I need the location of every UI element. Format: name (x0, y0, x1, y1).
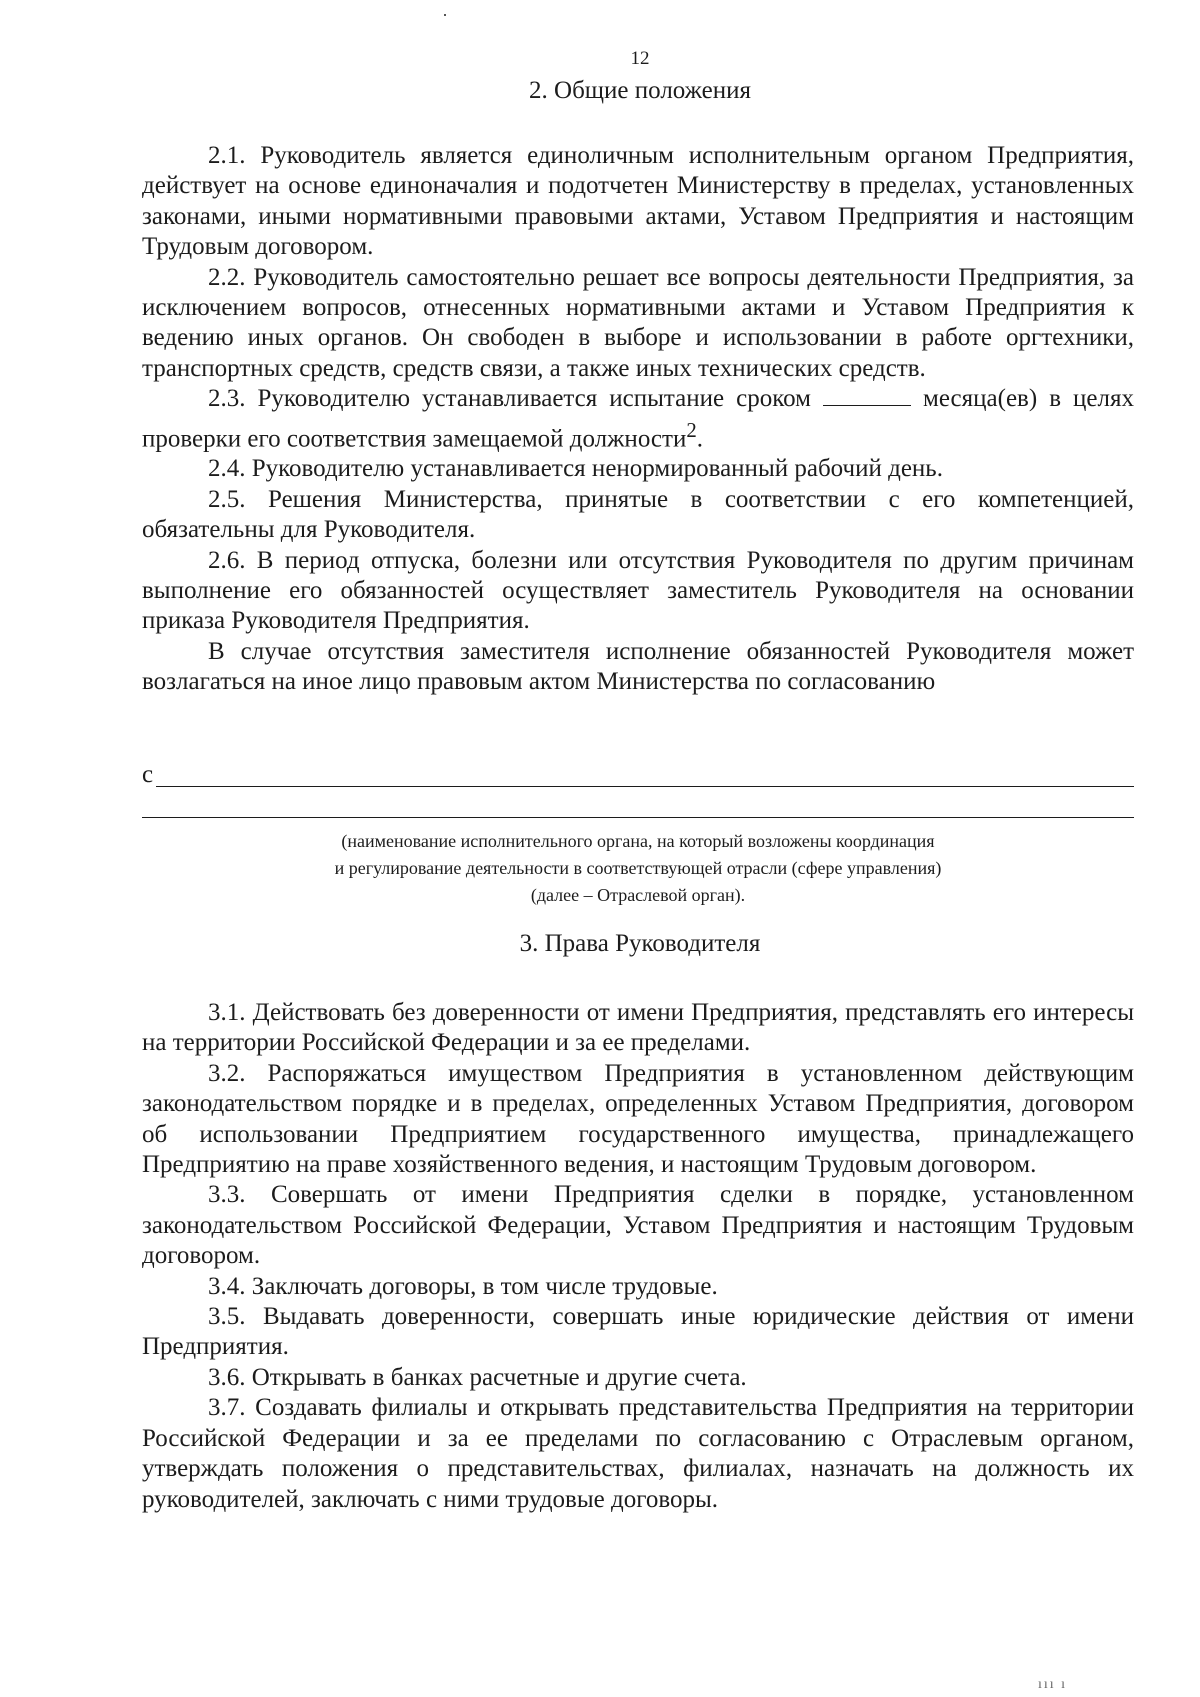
paragraph-2-5: 2.5. Решения Министерства, принятые в соответствии с его компетенцией, обязательны для Руководителя. (142, 485, 1134, 544)
agreement-blank-line-2 (142, 817, 1134, 818)
footnote-marker: 2 (686, 417, 697, 442)
scan-speck (444, 14, 446, 16)
agreement-blank-line (156, 786, 1134, 787)
paragraph-3-7: 3.7. Создавать филиалы и открывать представительства Предприятия на территории Российской Федерации и за ее пределами по согласованию с Отраслевым органом, утверждать положения о представительствах, филиалах, назначать на должность их руководителей, заключать с ними трудовые договоры. (142, 1394, 1134, 1513)
paragraph-2-3-end: месяца(ев) в целях проверки его соответствия замещаемой должности (142, 385, 1134, 452)
paragraph-2-6-continued: В случае отсутствия заместителя исполнение обязанностей Руководителя может возлагаться на иное лицо правовым актом Министерства по согласованию (142, 637, 1134, 696)
paragraph-3-3: 3.3. Совершать от имени Предприятия сделки в порядке, установленном законодательством Российской Федерации, Уставом Предприятия и настоящим Трудовым договором. (142, 1181, 1134, 1270)
section-3-heading: 3. Права Руководителя (519, 930, 761, 957)
paragraph-3-5: 3.5. Выдавать доверенности, совершать иные юридические действия от имени Предприятия. (142, 1303, 1134, 1361)
paragraph-3-1: 3.1. Действовать без доверенности от имени Предприятия, представлять его интересы на территории Российской Федерации и за ее пределами. (142, 999, 1134, 1057)
blank-caption (142, 828, 1134, 909)
paragraph-3-6: 3.6. Открывать в банках расчетные и другие счета. (208, 1363, 747, 1391)
paragraph-2-3-start: 2.3. Руководителю устанавливается испытание сроком (208, 385, 811, 413)
agreement-prefix: с (142, 761, 154, 788)
paragraph-2-1: 2.1. Руководитель является единоличным исполнительным органом Предприятия, действует на основе единоначалия и подотчетен Министерству в пределах, установленных законами, иными нормативными правовыми актами, Уставом Предприятия и настоящим Трудовым договором. (142, 142, 1134, 261)
section-2-heading: 2. Общие положения (529, 77, 751, 104)
paragraph-2-3-period: . (696, 424, 704, 452)
caption-line-3: (далее – Отраслевой орган). (530, 885, 746, 905)
scan-edge-marks: ııı ı (1038, 1677, 1068, 1692)
caption-line-1: (наименование исполнительного органа, на который возложены координация (341, 831, 935, 851)
section-2-body (142, 141, 1134, 698)
probation-term-blank (823, 387, 911, 406)
paragraph-2-4: 2.4. Руководителю устанавливается ненормированный рабочий день. (208, 455, 943, 483)
page-number: 12 (630, 48, 650, 69)
paragraph-2-3 (142, 384, 1134, 454)
paragraph-3-4: 3.4. Заключать договоры, в том числе трудовые. (208, 1272, 718, 1300)
agreement-line (142, 760, 1134, 790)
paragraph-2-2: 2.2. Руководитель самостоятельно решает все вопросы деятельности Предприятия, за исключением вопросов, отнесенных нормативными актами и Уставом Предприятия к ведению иных органов. Он свободен в выборе и использовании в работе оргтехники, транспортных средств, средств связи, а также иных технических средств. (142, 263, 1134, 382)
section-3-body (142, 998, 1134, 1515)
caption-line-2: и регулирование деятельности в соответствующей отрасли (сфере управления) (334, 858, 942, 878)
paragraph-2-6: 2.6. В период отпуска, болезни или отсутствия Руководителя по другим причинам выполнение его обязанностей осуществляет заместитель Руководителя на основании приказа Руководителя Предприятия. (142, 546, 1134, 635)
paragraph-3-2: 3.2. Распоряжаться имуществом Предприятия в установленном действующим законодательством порядке и в пределах, определенных Уставом Предприятия, договором об использовании Предприятием государственного имущества, принадлежащего Предприятию на праве хозяйственного ведения, и настоящим Трудовым договором. (142, 1059, 1134, 1179)
